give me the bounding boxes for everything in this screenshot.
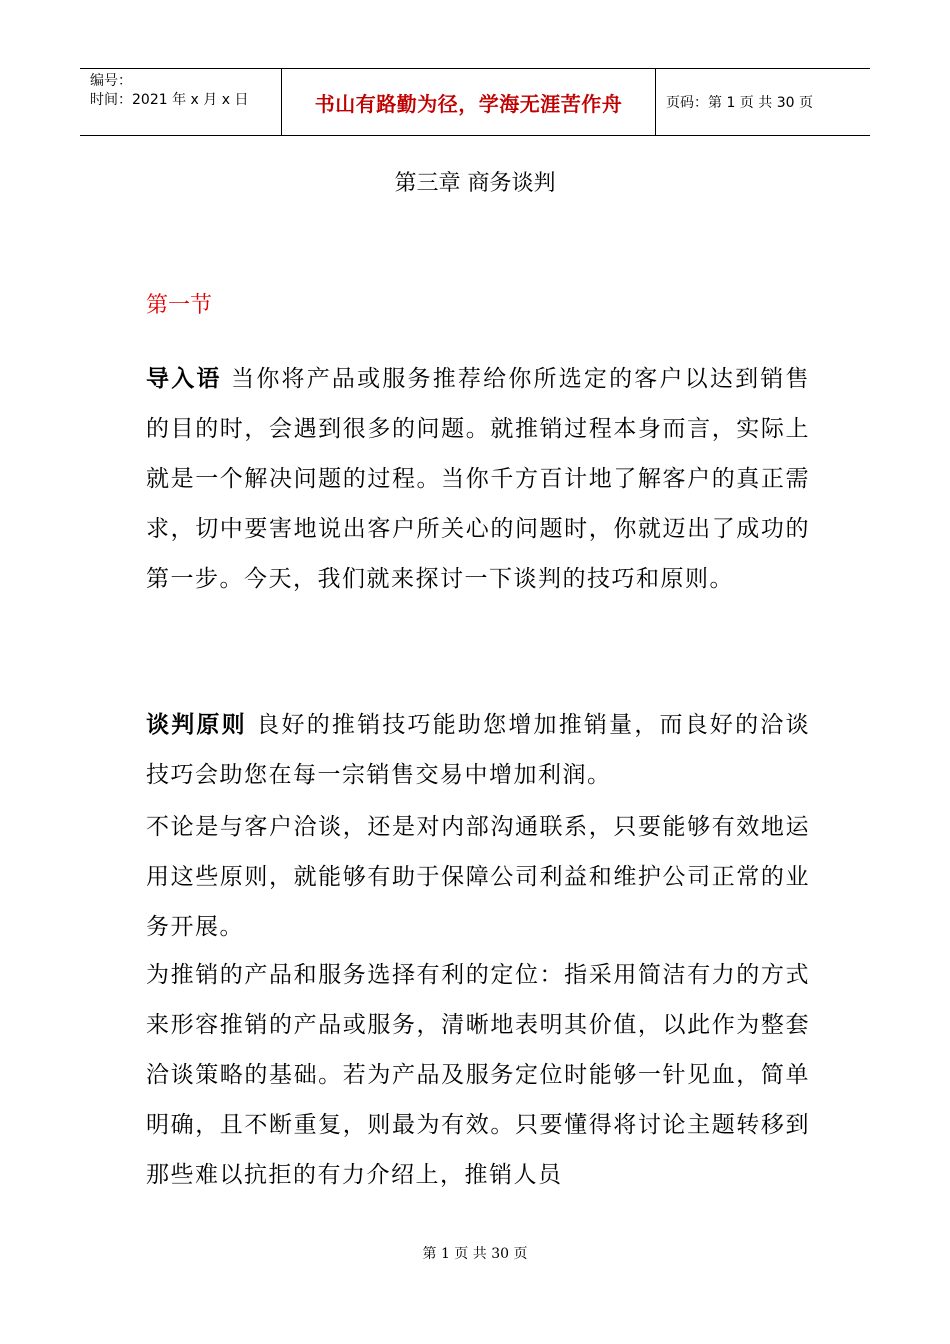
document-date-label: 时间：2021 年 x 月 x 日: [90, 92, 249, 108]
page-footer: 第 1 页 共 30 页: [422, 1246, 528, 1262]
header-motto: 书山有路勤为径，学海无涯苦作舟: [282, 69, 656, 135]
chapter-title: 第三章 商务谈判: [394, 171, 556, 196]
paragraph-body-text: 为推销的产品和服务选择有利的定位：指采用简洁有力的方式来形容推销的产品或服务，清晰地表明其价值，以此作为整套洽谈策略的基础。若为产品及服务定位时能够一针见血，简单明确，且不断重复，则最为有效。只要懂得将讨论主题转移到那些难以抗拒的有力介绍上，推销人员: [146, 962, 810, 1188]
paragraph-body-text: 不论是与客户洽谈，还是对内部沟通联系，只要能够有效地运用这些原则，就能够有助于保障公司利益和维护公司正常的业务开展。: [146, 814, 810, 940]
page-header: [80, 68, 870, 136]
paragraph-lead: 谈判原则: [146, 712, 247, 738]
paragraph-lead: 导入语: [146, 366, 222, 392]
paragraph-body: 当你将产品或服务推荐给你所选定的客户以达到销售的目的时，会遇到很多的问题。就推销过程本身而言，实际上就是一个解决问题的过程。当你千方百计地了解客户的真正需求，切中要害地说出客户所关心的问题时，你就迈出了成功的第一步。今天，我们就来探讨一下谈判的技巧和原则。: [146, 366, 811, 592]
paragraph-body: 良好的推销技巧能助您增加推销量，而良好的洽谈技巧会助您在每一宗销售交易中增加利润。: [146, 712, 811, 788]
section-heading: 第一节: [146, 293, 213, 318]
header-meta-cell: [80, 69, 282, 135]
paragraph-intro: [146, 354, 810, 604]
header-page-info: 页码：第 1 页 共 30 页: [666, 95, 813, 111]
paragraph-principles: [146, 700, 810, 800]
document-number-label: 编号：: [90, 73, 132, 89]
